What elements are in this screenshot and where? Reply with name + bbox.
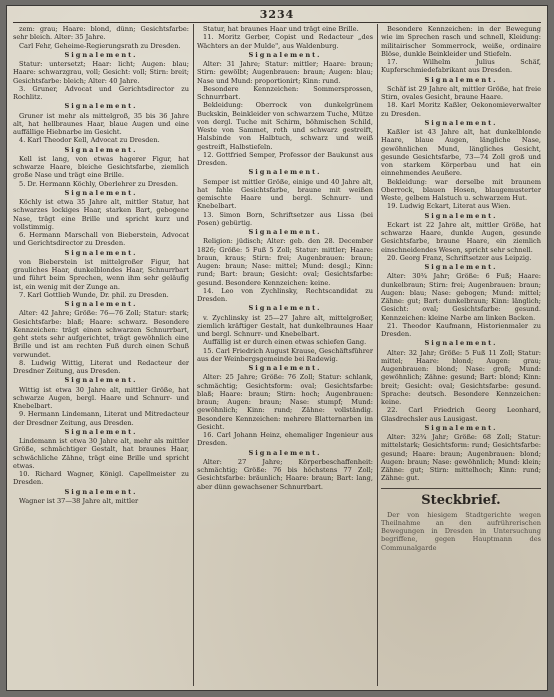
paragraph: 15. Carl Friedrich August Krause, Geschäftsführer aus der Weinbergsgemeinde bei Radewig.: [197, 346, 373, 363]
paragraph: Alter: 27 Jahre; Körperbeschaffenheit: schmächtig; Größe: 76 bis höchstens 77 Zoll; Gesichtsfarbe: bräunlich; Haare: braun; Bart: lang, aber dünn gewachsener Schnurrbart.: [197, 457, 373, 491]
paragraph: Alter: 32¾ Jahr; Größe: 68 Zoll; Statur: mittelstark; Gesichtsform: rund; Gesichtsfarbe: gesund; Haare: braun; Augenbrauen: blond; Augen: braun; Nase: gewöhnlich; Mund: klein; Zähne: gut; Stirn: mittelhoch; Kinn: rund; Zähne: gut.: [381, 433, 541, 483]
paragraph: 9. Hermann Lindemann, Literat und Mitredacteur der Dresdner Zeitung, aus Dresden.: [13, 410, 189, 427]
section-heading: Signalement.: [424, 211, 498, 220]
paragraph: 4. Karl Theodor Kell, Advocat zu Dresden.: [19, 136, 160, 145]
section-heading: Signalement.: [424, 423, 498, 432]
column-3-entries: [381, 25, 541, 483]
section-heading: Signalement.: [248, 228, 322, 236]
paragraph: 22. Carl Friedrich Georg Leonhard, Glasdrechsler aus Lausigast.: [381, 406, 541, 423]
paragraph: Religion: jüdisch; Alter: geb. den 28. December 1826; Größe: 5 Fuß 5 Zoll; Statur: mittler; Haare: braun, kraus; Stirn: frei; Augenbrauen: braun; Augen: braun; Nase: mittel; Mund: desgl.; Kinn: rund; Bart: braun; Gesicht: oval; Gesichtsfarbe: gesund. Besondere Kennzeichen: keine.: [197, 237, 373, 287]
column-divider-2: [377, 24, 378, 686]
paragraph: Besondere Kennzeichen: in der Bewegung wie im Sprechen rasch und schnell, Kleidung: militairischer Sommerrock, weiße, ordinaire Blöse, dunkle Beinkleider und Stiefeln.: [381, 25, 541, 58]
paragraph: Alter: 31 Jahre; Statur: mittler; Haare: braun; Stirn: gewölbt; Augenbrauen: braun; Augen: blau; Nase und Mund: proportionirt; Kinn: rund.: [197, 60, 373, 85]
section-heading: Signalement.: [64, 427, 138, 436]
paragraph: v. Zychlinsky ist 25—27 Jahre alt, mittelgroßer, ziemlich kräftiger Gestalt, hat dunkelbraunes Haar und bergl. Schnurr- und Knebelbart.: [197, 313, 373, 338]
paragraph: Köchly ist etwa 35 Jahre alt, mittler Statur, hat schwarzes lockiges Haar, starken Bart, gebogene Nase, trägt eine Brille und spricht kurz und vollstimmig.: [13, 198, 189, 231]
paragraph: 8. Ludwig Wittig, Literat und Redacteur der Dresdner Zeitung, aus Dresden.: [13, 358, 189, 375]
paragraph: 12. Gottfried Semper, Professor der Baukunst aus Dresden.: [197, 150, 373, 167]
paragraph: Statur, hat braunes Haar und trägt eine Brille.: [203, 25, 359, 33]
paragraph: Auffällig ist er durch einen etwas schiefen Gang.: [203, 338, 367, 347]
section-heading: Signalement.: [64, 248, 138, 257]
paragraph: zem: grau; Haare: blond, dünn; Gesichtsfarbe: sehr bleich. Alter: 35 Jahre.: [13, 25, 189, 42]
paragraph: Besondere Kennzeichen: Sommersprossen, Schnurrbart.: [197, 84, 373, 101]
text-column-1: [13, 25, 189, 685]
section-heading: Signalement.: [248, 364, 322, 372]
section-heading: Signalement.: [424, 118, 498, 127]
section-heading: Signalement.: [64, 487, 138, 496]
paragraph: 13. Simon Born, Schriftsetzer aus Lissa (bei Posen) gebürtig.: [197, 210, 373, 227]
notice-body: Der von hiesigem Stadtgerichte wegen Theilnahme an den aufrührerischen Bewegungen in Dresden in Untersuchung begriffene, gegen Hauptmann des Communalgarde: [381, 510, 541, 552]
paragraph: Kell ist lang, von etwas hagerer Figur, hat schwarze Haare, bleiche Gesichtsfarbe, ziemlich große Nase und trägt eine Brille.: [13, 154, 189, 180]
section-heading: Signalement.: [248, 304, 322, 313]
section-heading: Signalement.: [64, 376, 138, 385]
paragraph: 18. Karl Moritz Kaßler, Oekonomieverwalter zu Dresden.: [381, 101, 541, 118]
paragraph: Semper ist mittler Größe, einige und 40 Jahre alt, hat fahle Gesichtsfarbe, braune mit weißen gemischte Haare und bergl. Schnurr- und Knebelbart.: [197, 177, 373, 211]
section-heading: Signalement.: [248, 168, 322, 177]
paragraph: von Bieberstein ist mittelgroßer Figur, hat grauliches Haar, dunkelblondes Haar, Schnurrbart und führt beim Sprechen, wenn ihm sehr geläufig ist, ein wenig mit der Zunge an.: [13, 257, 189, 291]
header-rule: [13, 22, 541, 23]
paragraph: Kaßler ist 43 Jahre alt, hat dunkelblonde Haare, blaue Augen, längliche Nase, gewöhnlichen Mund, längliches Gesicht, gesunde Gesichtsfarbe, 73—74 Zoll groß und von starkem Körperbau und hat ein einnehmendes Aeußere.: [381, 128, 541, 178]
paragraph: Wagner ist 37—38 Jahre alt, mittler: [19, 496, 139, 505]
paragraph: 20. Georg Franz, Schriftsetzer aus Leipzig.: [387, 253, 532, 262]
paragraph: Eckart ist 22 Jahre alt, mittler Größe, hat schwarze Haare, dunkle Augen, gesunde Gesichtsfarbe, braune Haare, ein ziemlich einschneidendes Wesen, spricht sehr schnell.: [381, 220, 541, 254]
paragraph: Gruner ist mehr als mittelgroß, 35 bis 36 Jahre alt, hat hellbraunes Haar, blaue Augen und eine auffällige Hiebnarbe im Gesicht.: [13, 111, 189, 136]
section-heading: Signalement.: [424, 263, 498, 271]
paragraph: 10. Richard Wagner, Königl. Capellmeister zu Dresden.: [13, 470, 189, 487]
page-number: 3234: [259, 8, 295, 21]
paragraph: 5. Dr. Hermann Köchly, Oberlehrer zu Dresden.: [19, 179, 178, 188]
notice-title: Steckbrief.: [381, 488, 541, 508]
section-heading: Signalement.: [424, 339, 498, 348]
paragraph: Carl Fehr, Geheime-Regierungsrath zu Dresden.: [19, 41, 181, 50]
section-heading: Signalement.: [64, 188, 138, 197]
text-column-2: [197, 25, 373, 685]
paragraph: Lindemann ist etwa 30 Jahre alt, mehr als mittler Größe, schmächtiger Gestalt, hat braunes Haar, schwächliche Zähne, trägt eine Brille und spricht etwas.: [13, 437, 189, 470]
column-divider-1: [193, 24, 194, 686]
paragraph: Bekleidung: war derselbe mit braunem Oberrock, blauen Hosen, blaugemusterter Weste, gelbem Halstuch u. schwarzem Hut.: [381, 177, 541, 202]
paragraph: Bekleidung: Oberrock von dunkelgrünem Buckskin, Beinkleider von schwarzem Tuche, Mütze von dergl. Tuche mit Schirm, böhmischen Schild, Weste von Sammet, roth und schwarz gestreift, Halsbinde von Halbtuch, schwarz und weiß gestreift, Halbstiefeln.: [197, 101, 373, 151]
paragraph: 16. Carl Johann Heinz, ehemaliger Ingenieur aus Dresden.: [197, 431, 373, 448]
paragraph: 11. Moritz Gerber, Copist und Redacteur „des Wächters an der Mulde", aus Waldenburg.: [197, 33, 373, 50]
paragraph: Schäf ist 29 Jahre alt, mittler Größe, hat freie Stirn, ovales Gesicht, braune Haare.: [381, 84, 541, 101]
text-column-3: [381, 25, 541, 685]
paragraph: Alter: 25 Jahre; Größe: 76 Zoll; Statur: schlank, schmächtig; Gesichtsform: oval; Gesichtsfarbe: blaß; Haare: braun; Stirn: hoch; Augenbrauen: braun; Augen: braun; Nase: stumpf; Mund: gewöhnlich; Kinn: rund; Zähne: vollständig. Besondere Kennzeichen: mehrere Blatternarben im Gesicht.: [197, 373, 373, 431]
paragraph: 7. Karl Gottlieb Wunde, Dr. phil. zu Dresden.: [19, 290, 169, 299]
newspaper-page: [7, 6, 547, 690]
paragraph: 6. Hermann Marschall von Bieberstein, Advocat und Gerichtsdirector zu Dresden.: [13, 231, 189, 248]
section-heading: Signalement.: [64, 145, 138, 154]
section-heading: Signalement.: [424, 75, 498, 84]
section-heading: Signalement.: [64, 300, 138, 308]
section-heading: Signalement.: [64, 102, 138, 111]
paragraph: Alter: 32 Jahr; Größe: 5 Fuß 11 Zoll; Statur: mittel; Haare: blond; Augen: grau; Augenbrauen: blond; Nase: groß; Mund: gewöhnlich; Zähne: gesund; Bart: blond; Kinn: breit; Gesicht: oval; Gesichtsfarbe: gesund. Sprache: deutsch. Besondere Kennzeichen: keine.: [381, 348, 541, 406]
paragraph: Alter: 42 Jahre; Größe: 76—76 Zoll; Statur: stark; Gesichtsfarbe: blaß; Haare: schwarz. Besondere Kennzeichen: trägt einen schwarzen Schnurrbart, geht stets sehr aufgerichtet, trägt gewöhnlich eine Brille und ist am rechten Fuß durch einen Schuß verwundet.: [13, 309, 189, 359]
paragraph: 3. Gruner, Advocat und Gerichtsdirector zu Rochlitz.: [13, 84, 189, 101]
paragraph: 17. Wilhelm Julius Schäf, Kupferschmiedefabrikant aus Dresden.: [381, 58, 541, 75]
paragraph: 14. Leo von Zychlinsky, Rechtscandidat zu Dresden.: [197, 286, 373, 303]
paragraph: Wittig ist etwa 30 Jahre alt, mittler Größe, hat schwarze Augen, bergl. Haare und Schnurr- und Knebelbart.: [13, 385, 189, 410]
paragraph: 19. Ludwig Eckart, Literat aus Wien.: [387, 202, 511, 211]
paragraph: Alter: 30¾ Jahr; Größe: 6 Fuß; Haare: dunkelbraun; Stirn: frei; Augenbrauen: braun; Augen: blau; Nase: gebogen; Mund: mittel; Zähne: gut; Bart: dunkelbraun; Kinn: länglich; Gesicht: oval; Gesichtsfarbe: gesund. Kennzeichen: kleine Narbe am linken Backen.: [381, 272, 541, 322]
paragraph: 21. Theodor Kaufmann, Historienmaler zu Dresden.: [381, 321, 541, 338]
section-heading: Signalement.: [248, 448, 322, 457]
section-heading: Signalement.: [64, 50, 138, 59]
section-heading: Signalement.: [248, 50, 322, 59]
paragraph: Statur: untersetzt; Haar: licht; Augen: blau; Haare: schwarzgrau, voll; Gesicht: voll; Stirn: breit; Gesichtsfarbe: bleich; Alter: 40 Jahre.: [13, 60, 189, 85]
